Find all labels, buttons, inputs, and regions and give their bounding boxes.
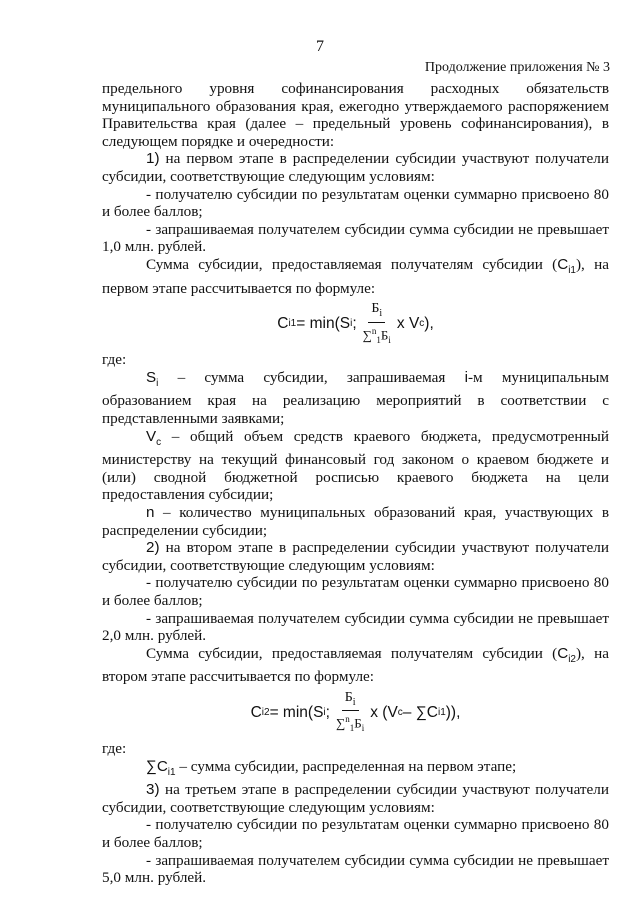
stage-text: на третьем этапе в распределении субсидии участвуют получатели субсидии, соответствующие следующим условиям: [102, 781, 609, 816]
formula-1: C i1 = min(S i ; $\frac{Б_i}{\sum^n_1Б_i}$ x V c ), [102, 297, 609, 351]
condition-amount: - запрашиваемая получателем субсидии сумма субсидии не превышает 2,0 млн. рублей. [102, 609, 609, 645]
page-number: 7 [316, 38, 324, 55]
text-segment: Сумма субсидии, предоставляемая получателям субсидии ( [146, 644, 558, 662]
where-label: где: [102, 351, 127, 369]
stage-number: 3) [146, 781, 160, 799]
definition-sum-c: $\sum C_{i1}$ – сумма субсидии, распределенная на первом этапе; [146, 757, 517, 778]
definition-v: $V_c$ – общий объем средств краевого бюджета, предусмотренный министерству на текущий финансовый год законом о краевом бюджете и (или) сводной бюджетной росписью краевого бюджета на цели предоставления субсидии; [102, 427, 609, 504]
definition-n: n – количество муниципальных образований края, участвующих в распределении субсидии; [102, 503, 609, 539]
formula-fraction: $\frac{Б_i}{\sum^n_1Б_i}$ [362, 300, 391, 345]
definition-s: $S_i$ – сумма субсидии, запрашиваемая i-м муниципальным образованием края на реализацию мероприятий в соответствии с представленными заявками; [102, 368, 609, 427]
text-segment: ), на втором этапе рассчитывается по формуле: [102, 644, 609, 686]
document-body [102, 80, 609, 887]
formula-fraction: $\frac{Б_i}{\sum^n_1Б_i}$ [335, 689, 365, 734]
formula-2: C i2 = min(S i ; $\frac{Б_i}{\sum^n_1Б_i}$ x (V c – ∑C i1 )), [102, 686, 609, 740]
text-segment: Сумма субсидии, предоставляемая получателям субсидии ( [146, 255, 558, 273]
condition-score: - получателю субсидии по результатам оценки суммарно присвоено 80 и более баллов; [102, 185, 609, 221]
condition-score: - получателю субсидии по результатам оценки суммарно присвоено 80 и более баллов; [102, 816, 609, 851]
stage-text: на втором этапе в распределении субсидии участвуют получатели субсидии, соответствующие следующим условиям: [102, 539, 609, 574]
condition-amount: - запрашиваемая получателем субсидии сумма субсидии не превышает 5,0 млн. рублей. [102, 851, 609, 887]
paragraph-stage-1 [102, 150, 609, 185]
stage-number: 2) [146, 539, 160, 557]
stage-number: 1) [146, 150, 160, 168]
condition-amount: - запрашиваемая получателем субсидии сумма субсидии не превышает 1,0 млн. рублей. [102, 220, 609, 256]
symbol: $C_{i2}$ [557, 644, 576, 665]
paragraph-sum-2 [102, 645, 609, 686]
paragraph-intro: предельного уровня софинансирования расходных обязательств муниципального образования края, ежегодно утверждаемого распоряжением Правительства края (далее – предельный уровень софинансирования), в следующем порядке и очередности: [102, 80, 609, 150]
condition-score: - получателю субсидии по результатам оценки суммарно присвоено 80 и более баллов; [102, 574, 609, 609]
paragraph-stage-2 [102, 539, 609, 574]
paragraph-sum-1 [102, 256, 609, 297]
where-label: где: [102, 739, 127, 757]
paragraph-stage-3 [102, 781, 609, 816]
text-segment: ), на первом этапе рассчитывается по формуле: [102, 255, 609, 297]
appendix-note: Продолжение приложения № 3 [424, 60, 610, 75]
stage-text: на первом этапе в распределении субсидии участвуют получатели субсидии, соответствующие следующим условиям: [102, 150, 609, 185]
symbol: $C_{i1}$ [557, 255, 576, 276]
